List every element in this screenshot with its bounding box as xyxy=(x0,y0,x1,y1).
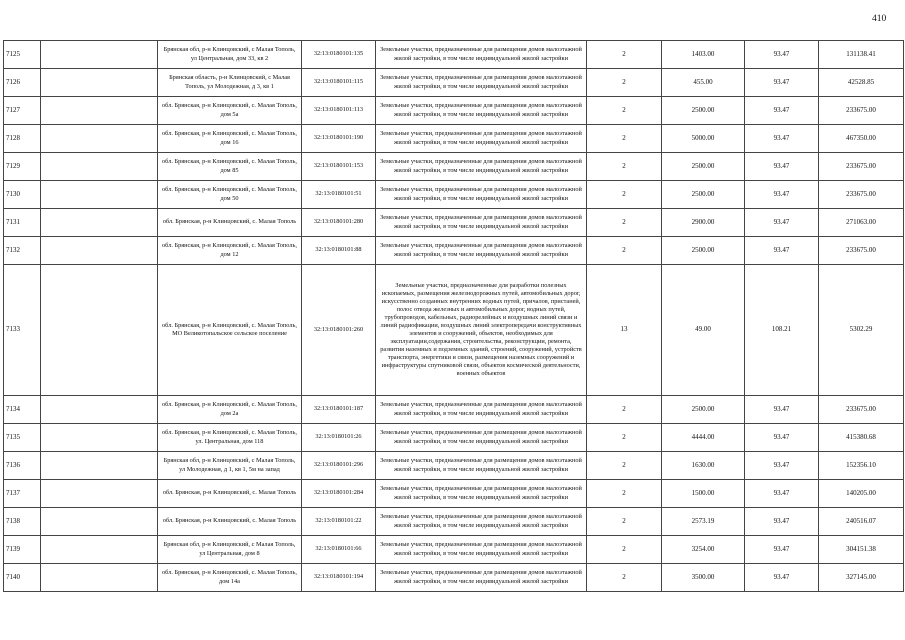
land-use-cell: Земельные участки, предназначенные для размещения домов малоэтажной жилой застройки, в том числе индивидуальной жилой застройки xyxy=(376,237,587,265)
address-cell: Брянская область, р-н Клинцовский, с Малая Тополь, ул Молодежная, д 3, кв 1 xyxy=(158,69,302,97)
area-cell: 3254.00 xyxy=(662,536,745,564)
area-cell: 49.00 xyxy=(662,265,745,396)
row-number-cell: 7128 xyxy=(4,125,41,153)
land-use-cell: Земельные участки, предназначенные для размещения домов малоэтажной жилой застройки, в том числе индивидуальной жилой застройки xyxy=(376,536,587,564)
cadastral-number-cell: 32:13:0180101:88 xyxy=(302,237,376,265)
spacer-cell xyxy=(41,480,158,508)
table-row xyxy=(4,424,904,452)
address-cell: обл. Брянская, р-н Клинцовский, с. Малая Тополь, дом 16 xyxy=(158,125,302,153)
cadastral-number-cell: 32:13:0180101:280 xyxy=(302,209,376,237)
rate-cell: 93.47 xyxy=(745,69,819,97)
cadastral-number-cell: 32:13:0180101:190 xyxy=(302,125,376,153)
address-cell: обл. Брянская, р-н Клинцовский, с. Малая Тополь, дом 12 xyxy=(158,237,302,265)
cadastral-value-cell: 233675.00 xyxy=(819,237,904,265)
area-cell: 2500.00 xyxy=(662,237,745,265)
category-code-cell: 2 xyxy=(587,153,662,181)
land-use-cell: Земельные участки, предназначенные для размещения домов малоэтажной жилой застройки, в том числе индивидуальной жилой застройки xyxy=(376,97,587,125)
address-cell: обл. Брянская, р-н Клинцовский, с. Малая Тополь, дом 85 xyxy=(158,153,302,181)
rate-cell: 93.47 xyxy=(745,125,819,153)
cadastral-number-cell: 32:13:0180101:115 xyxy=(302,69,376,97)
table-row xyxy=(4,508,904,536)
cadastral-value-cell: 233675.00 xyxy=(819,181,904,209)
rate-cell: 93.47 xyxy=(745,564,819,592)
cadastral-number-cell: 32:13:0180101:22 xyxy=(302,508,376,536)
table-row xyxy=(4,41,904,69)
table-row xyxy=(4,153,904,181)
rate-cell: 93.47 xyxy=(745,536,819,564)
cadastral-number-cell: 32:13:0180101:113 xyxy=(302,97,376,125)
address-cell: обл. Брянская, р-н Клинцовский, с. Малая Тополь, дом 14а xyxy=(158,564,302,592)
row-number-cell: 7136 xyxy=(4,452,41,480)
row-number-cell: 7125 xyxy=(4,41,41,69)
rate-cell: 93.47 xyxy=(745,209,819,237)
land-use-cell: Земельные участки, предназначенные для размещения домов малоэтажной жилой застройки, в том числе индивидуальной жилой застройки xyxy=(376,209,587,237)
category-code-cell: 2 xyxy=(587,125,662,153)
address-cell: обл. Брянская, р-н Клинцовский, с. Малая Тополь xyxy=(158,508,302,536)
spacer-cell xyxy=(41,209,158,237)
rate-cell: 93.47 xyxy=(745,97,819,125)
rate-cell: 93.47 xyxy=(745,237,819,265)
land-use-cell: Земельные участки, предназначенные для размещения домов малоэтажной жилой застройки, в том числе индивидуальной жилой застройки xyxy=(376,153,587,181)
area-cell: 2500.00 xyxy=(662,181,745,209)
area-cell: 1630.00 xyxy=(662,452,745,480)
rate-cell: 93.47 xyxy=(745,480,819,508)
land-use-cell: Земельные участки, предназначенные для размещения домов малоэтажной жилой застройки, в том числе индивидуальной жилой застройки xyxy=(376,564,587,592)
table-row xyxy=(4,181,904,209)
rate-cell: 93.47 xyxy=(745,181,819,209)
address-cell: Брянская обл, р-н Клинцовский, с Малая Тополь, ул Центральная, дом 33, кв 2 xyxy=(158,41,302,69)
category-code-cell: 2 xyxy=(587,480,662,508)
category-code-cell: 2 xyxy=(587,452,662,480)
cadastral-number-cell: 32:13:0180101:284 xyxy=(302,480,376,508)
land-use-cell: Земельные участки, предназначенные для размещения домов малоэтажной жилой застройки, в том числе индивидуальной жилой застройки xyxy=(376,480,587,508)
spacer-cell xyxy=(41,424,158,452)
address-cell: обл. Брянская, р-н Клинцовский, с. Малая Тополь xyxy=(158,480,302,508)
address-cell: обл. Брянская, р-н Клинцовский, с. Малая Тополь xyxy=(158,209,302,237)
area-cell: 1403.00 xyxy=(662,41,745,69)
land-use-cell: Земельные участки, предназначенные для размещения домов малоэтажной жилой застройки, в том числе индивидуальной жилой застройки xyxy=(376,181,587,209)
land-use-cell: Земельные участки, предназначенные для разработки полезных ископаемых, размещения железнодорожных путей, автомобильных дорог, искусственно созданных внутренних водных путей, причалов, пристаней, полос отвода железных и автомобильных дорог, водных путей, трубопроводов, кабельных, радиорелейных и воздушных линий связи и линий радиофикации, воздушных линий электропередачи конструктивных элементов и сооружений, объектов, необходимых для эксплуатации,содержания, строительства, реконструкции, ремонта, развития наземных и подземных зданий, строений, сооружений, устройств транспорта, энергетики и связи, размещения наземных сооружений и инфраструктуры спутниковой связи, объектов космической деятельности, военных объектов xyxy=(376,265,587,396)
spacer-cell xyxy=(41,97,158,125)
rate-cell: 93.47 xyxy=(745,41,819,69)
row-number-cell: 7139 xyxy=(4,536,41,564)
category-code-cell: 2 xyxy=(587,97,662,125)
area-cell: 455.00 xyxy=(662,69,745,97)
cadastral-number-cell: 32:13:0180101:153 xyxy=(302,153,376,181)
table-row xyxy=(4,209,904,237)
category-code-cell: 2 xyxy=(587,396,662,424)
land-registry-table xyxy=(3,40,904,592)
row-number-cell: 7130 xyxy=(4,181,41,209)
area-cell: 2573.19 xyxy=(662,508,745,536)
rate-cell: 93.47 xyxy=(745,153,819,181)
cadastral-value-cell: 233675.00 xyxy=(819,396,904,424)
spacer-cell xyxy=(41,396,158,424)
cadastral-number-cell: 32:13:0180101:26 xyxy=(302,424,376,452)
cadastral-value-cell: 304151.38 xyxy=(819,536,904,564)
spacer-cell xyxy=(41,564,158,592)
row-number-cell: 7131 xyxy=(4,209,41,237)
cadastral-value-cell: 271063.00 xyxy=(819,209,904,237)
row-number-cell: 7134 xyxy=(4,396,41,424)
category-code-cell: 2 xyxy=(587,181,662,209)
cadastral-value-cell: 152356.10 xyxy=(819,452,904,480)
spacer-cell xyxy=(41,181,158,209)
address-cell: обл. Брянская, р-н Клинцовский, с. Малая Тополь, ул. Центральная, дом 118 xyxy=(158,424,302,452)
area-cell: 2500.00 xyxy=(662,97,745,125)
table-body xyxy=(4,41,904,592)
address-cell: обл. Брянская, р-н Клинцовский, с. Малая Тополь, МО Великотопальское сельское поселение xyxy=(158,265,302,396)
address-cell: обл. Брянская, р-н Клинцовский, с. Малая Тополь, дом 50 xyxy=(158,181,302,209)
cadastral-value-cell: 240516.07 xyxy=(819,508,904,536)
row-number-cell: 7126 xyxy=(4,69,41,97)
cadastral-value-cell: 415380.68 xyxy=(819,424,904,452)
row-number-cell: 7138 xyxy=(4,508,41,536)
cadastral-number-cell: 32:13:0180101:194 xyxy=(302,564,376,592)
row-number-cell: 7129 xyxy=(4,153,41,181)
row-number-cell: 7140 xyxy=(4,564,41,592)
cadastral-value-cell: 5302.29 xyxy=(819,265,904,396)
table-row xyxy=(4,536,904,564)
cadastral-value-cell: 327145.00 xyxy=(819,564,904,592)
area-cell: 2900.00 xyxy=(662,209,745,237)
row-number-cell: 7132 xyxy=(4,237,41,265)
spacer-cell xyxy=(41,536,158,564)
area-cell: 2500.00 xyxy=(662,396,745,424)
cadastral-number-cell: 32:13:0180101:135 xyxy=(302,41,376,69)
rate-cell: 108.21 xyxy=(745,265,819,396)
category-code-cell: 2 xyxy=(587,564,662,592)
area-cell: 2500.00 xyxy=(662,153,745,181)
table-row xyxy=(4,97,904,125)
spacer-cell xyxy=(41,237,158,265)
spacer-cell xyxy=(41,452,158,480)
cadastral-number-cell: 32:13:0180101:51 xyxy=(302,181,376,209)
address-cell: обл. Брянская, р-н Клинцовский, с. Малая Тополь, дом 2а xyxy=(158,396,302,424)
row-number-cell: 7133 xyxy=(4,265,41,396)
land-use-cell: Земельные участки, предназначенные для размещения домов малоэтажной жилой застройки, в том числе индивидуальной жилой застройки xyxy=(376,396,587,424)
rate-cell: 93.47 xyxy=(745,424,819,452)
spacer-cell xyxy=(41,41,158,69)
category-code-cell: 2 xyxy=(587,69,662,97)
row-number-cell: 7137 xyxy=(4,480,41,508)
area-cell: 4444.00 xyxy=(662,424,745,452)
cadastral-value-cell: 467350.00 xyxy=(819,125,904,153)
cadastral-number-cell: 32:13:0180101:296 xyxy=(302,452,376,480)
category-code-cell: 2 xyxy=(587,237,662,265)
row-number-cell: 7127 xyxy=(4,97,41,125)
table-row xyxy=(4,237,904,265)
spacer-cell xyxy=(41,153,158,181)
address-cell: обл. Брянская, р-н Клинцовский, с. Малая Тополь, дом 5а xyxy=(158,97,302,125)
address-cell: Брянская обл, р-н Клинцовский, с Малая Тополь, ул Молодежная, д 1, кв 1, 5м на запад xyxy=(158,452,302,480)
land-use-cell: Земельные участки, предназначенные для размещения домов малоэтажной жилой застройки, в том числе индивидуальной жилой застройки xyxy=(376,508,587,536)
cadastral-value-cell: 42528.85 xyxy=(819,69,904,97)
category-code-cell: 2 xyxy=(587,536,662,564)
area-cell: 3500.00 xyxy=(662,564,745,592)
table-row xyxy=(4,125,904,153)
cadastral-number-cell: 32:13:0180101:187 xyxy=(302,396,376,424)
area-cell: 5000.00 xyxy=(662,125,745,153)
cadastral-value-cell: 233675.00 xyxy=(819,97,904,125)
table-row xyxy=(4,265,904,396)
spacer-cell xyxy=(41,265,158,396)
table-row xyxy=(4,452,904,480)
category-code-cell: 13 xyxy=(587,265,662,396)
rate-cell: 93.47 xyxy=(745,396,819,424)
category-code-cell: 2 xyxy=(587,424,662,452)
spacer-cell xyxy=(41,508,158,536)
spacer-cell xyxy=(41,69,158,97)
land-use-cell: Земельные участки, предназначенные для размещения домов малоэтажной жилой застройки, в том числе индивидуальной жилой застройки xyxy=(376,69,587,97)
category-code-cell: 2 xyxy=(587,209,662,237)
cadastral-value-cell: 140205.00 xyxy=(819,480,904,508)
land-use-cell: Земельные участки, предназначенные для размещения домов малоэтажной жилой застройки, в том числе индивидуальной жилой застройки xyxy=(376,125,587,153)
category-code-cell: 2 xyxy=(587,508,662,536)
page-number: 410 xyxy=(872,14,887,24)
cadastral-number-cell: 32:13:0180101:260 xyxy=(302,265,376,396)
table-row xyxy=(4,396,904,424)
table-row xyxy=(4,480,904,508)
table-row xyxy=(4,564,904,592)
area-cell: 1500.00 xyxy=(662,480,745,508)
spacer-cell xyxy=(41,125,158,153)
rate-cell: 93.47 xyxy=(745,452,819,480)
cadastral-value-cell: 233675.00 xyxy=(819,153,904,181)
rate-cell: 93.47 xyxy=(745,508,819,536)
cadastral-number-cell: 32:13:0180101:66 xyxy=(302,536,376,564)
row-number-cell: 7135 xyxy=(4,424,41,452)
land-use-cell: Земельные участки, предназначенные для размещения домов малоэтажной жилой застройки, в том числе индивидуальной жилой застройки xyxy=(376,41,587,69)
cadastral-value-cell: 131138.41 xyxy=(819,41,904,69)
land-use-cell: Земельные участки, предназначенные для размещения домов малоэтажной жилой застройки, в том числе индивидуальной жилой застройки xyxy=(376,452,587,480)
table-row xyxy=(4,69,904,97)
land-use-cell: Земельные участки, предназначенные для размещения домов малоэтажной жилой застройки, в том числе индивидуальной жилой застройки xyxy=(376,424,587,452)
address-cell: Брянская обл, р-н Клинцовский, с Малая Тополь, ул Центральная, дом 8 xyxy=(158,536,302,564)
category-code-cell: 2 xyxy=(587,41,662,69)
